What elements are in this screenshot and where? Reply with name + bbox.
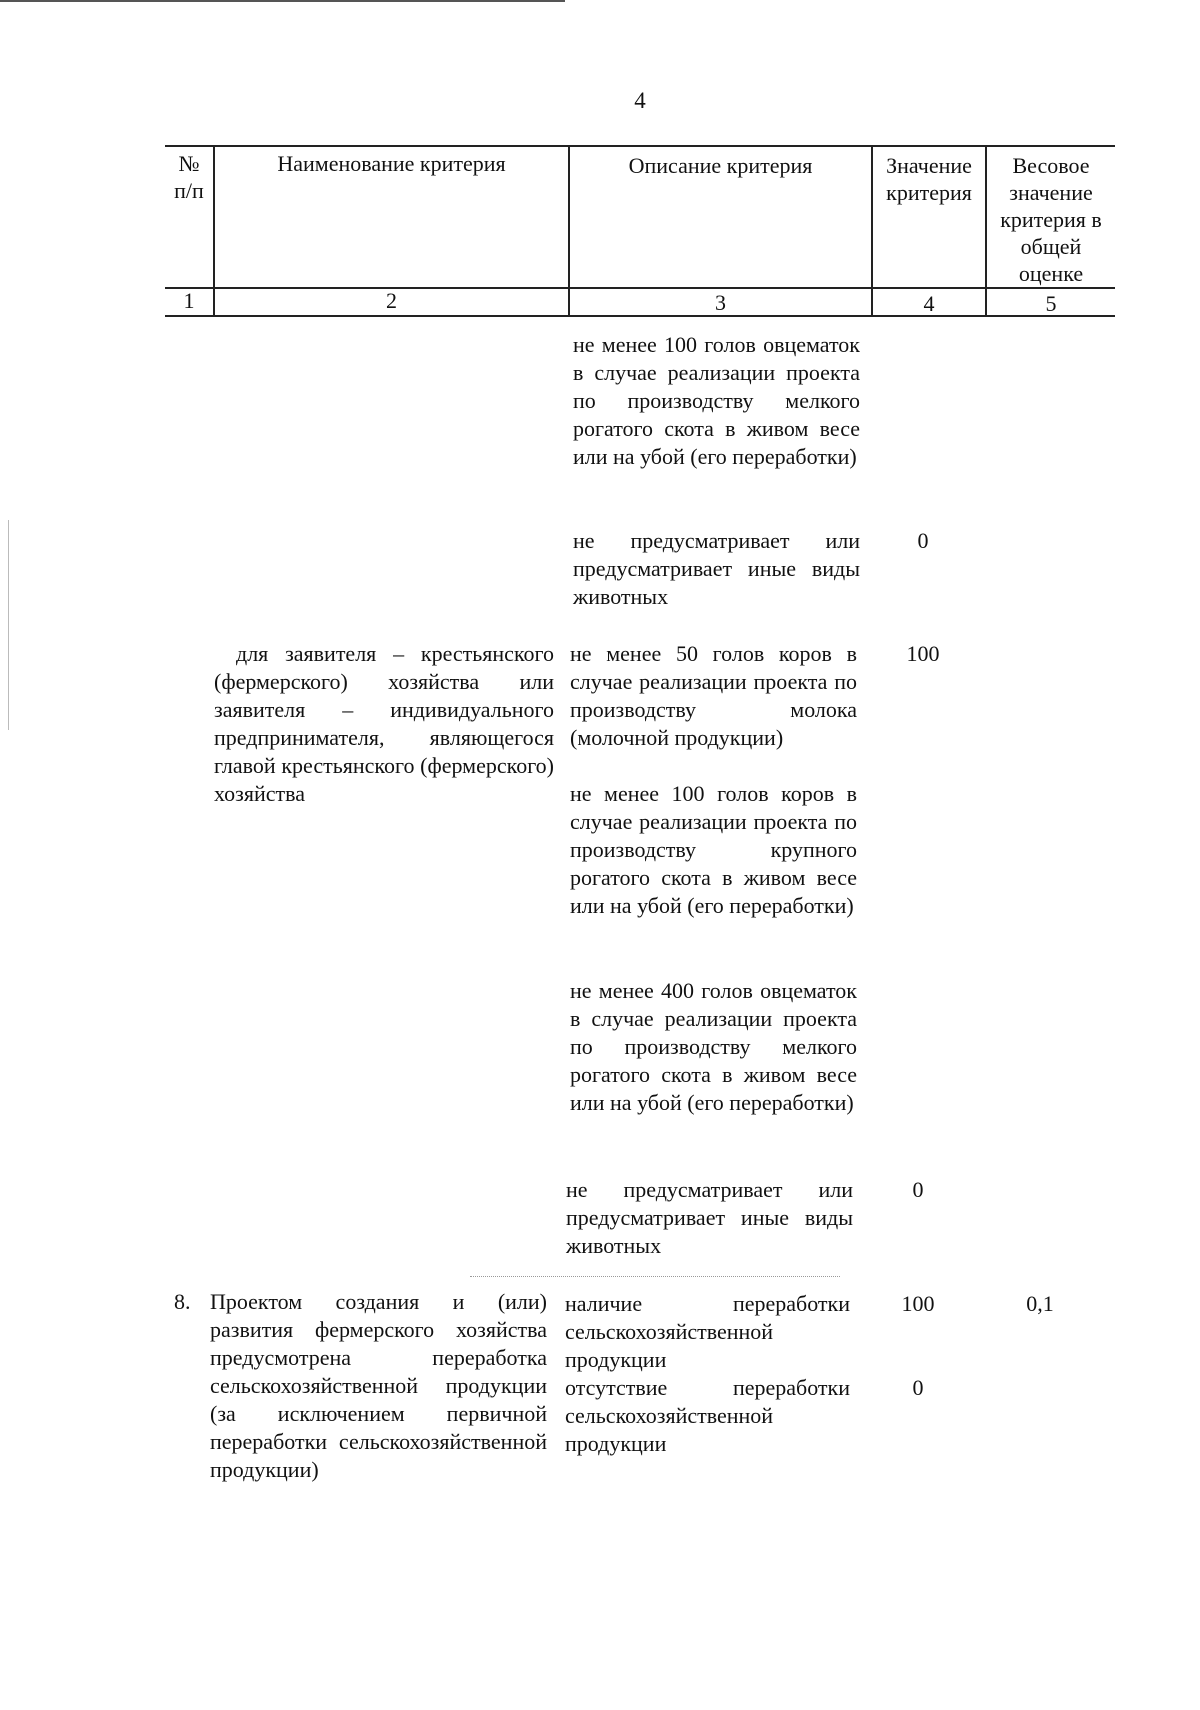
scan-dotted-line	[470, 1276, 840, 1277]
description-other-animals-2: не предусматривает или предусматривает иные виды животных	[566, 1177, 853, 1258]
column-number-2: 2	[386, 288, 397, 313]
row8-description-processing-present: наличие переработки сельскохозяйственной продукции	[565, 1291, 850, 1372]
column-number-3: 3	[715, 290, 726, 315]
column-number-1: 1	[183, 288, 195, 313]
header-criterion-name: Наименование критерия	[277, 151, 506, 176]
row8-value-processing-absent: 0	[912, 1375, 924, 1400]
description-cows-100: не менее 100 голов коров в случае реализации проекта по производству крупного рогатого скота в живом весе или на убой (его переработки)	[570, 781, 857, 918]
scan-edge-mark	[8, 520, 9, 730]
description-sheep-100: не менее 100 голов овцематок в случае реализации проекта по производству мелкого рогатого скота в живом весе или на убой (его переработки)	[573, 332, 860, 469]
page-number: 4	[634, 88, 646, 113]
row8-weight: 0,1	[1026, 1291, 1054, 1316]
scan-edge-line	[0, 0, 565, 2]
description-other-animals-1: не предусматривает или предусматривает иные виды животных	[573, 528, 860, 609]
row8-number: 8.	[174, 1289, 191, 1314]
header-criterion-description: Описание критерия	[628, 153, 813, 178]
header-number: № п/п	[174, 151, 204, 203]
header-criterion-value: Значение критерия	[886, 153, 972, 205]
row8-criterion-name: Проектом создания и (или) развития фермерского хозяйства предусмотрена переработка сельскохозяйственной продукции (за исключением первичной переработки сельскохозяйственной продукции)	[210, 1289, 547, 1482]
column-number-5: 5	[1045, 291, 1057, 316]
row8-description-processing-absent: отсутствие переработки сельскохозяйственной продукции	[565, 1375, 850, 1456]
row8-value-processing-present: 100	[901, 1291, 935, 1316]
value-other-animals-2: 0	[912, 1177, 924, 1202]
value-other-animals-1: 0	[917, 528, 929, 553]
column-number-4: 4	[923, 291, 935, 316]
description-sheep-400: не менее 400 голов овцематок в случае реализации проекта по производству мелкого рогатого скота в живом весе или на убой (его переработки)	[570, 978, 857, 1115]
description-cows-50: не менее 50 голов коров в случае реализации проекта по производству молока (молочной продукции)	[570, 641, 857, 750]
subgroup-name: для заявителя – крестьянского (фермерского) хозяйства или заявителя – индивидуального предпринимателя, являющегося главой крестьянского (фермерского) хозяйства	[214, 641, 554, 806]
header-weight: Весовое значение критерия в общей оценке	[1000, 153, 1102, 286]
value-cows-50: 100	[906, 641, 940, 666]
